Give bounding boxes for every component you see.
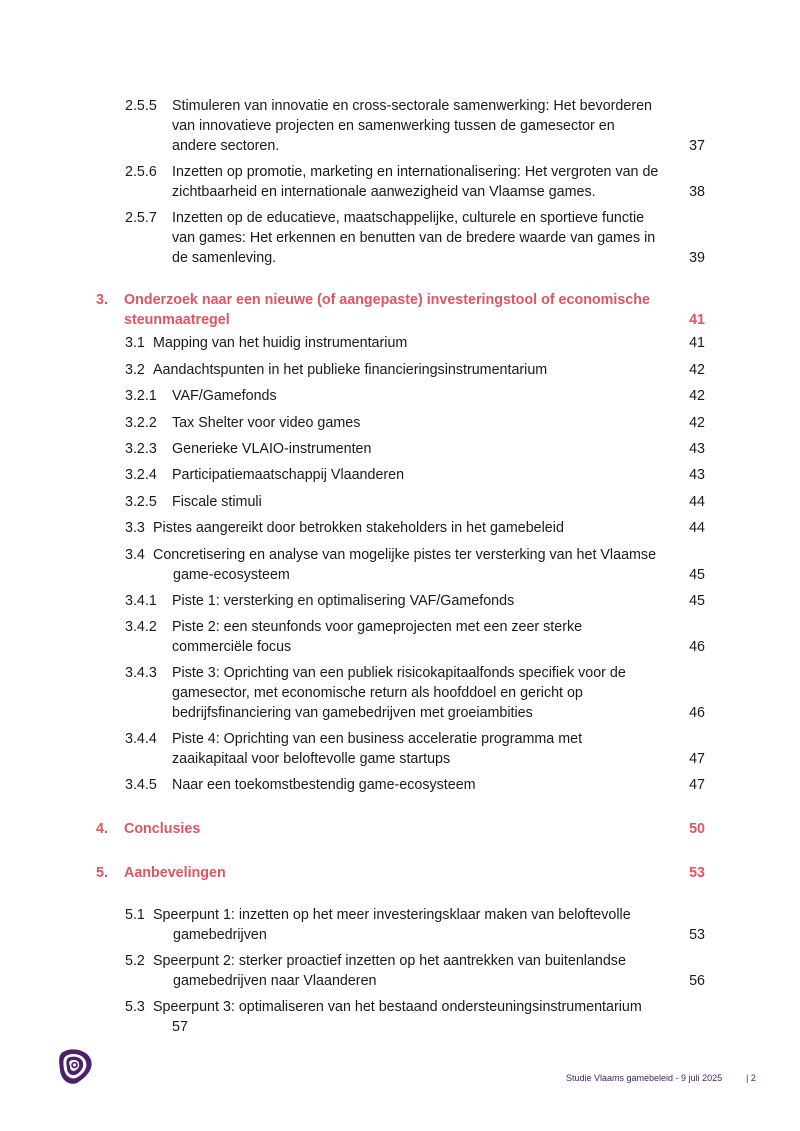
toc-entry-page: 38 [689, 184, 705, 200]
toc-entry-title: Onderzoek naar een nieuwe (of aangepaste) investeringstool of economische [124, 292, 650, 308]
toc-entry-title: bedrijfsfinanciering van gamebedrijven met groeiambities [172, 705, 533, 721]
toc-entry-page: 53 [689, 927, 705, 943]
toc-entry-page: 50 [689, 821, 705, 837]
toc-entry-title: Participatiemaatschappij Vlaanderen [172, 467, 405, 483]
toc-entry-number: 5. [96, 865, 108, 881]
toc-entry-page: 41 [689, 335, 705, 351]
toc-entry-number: 3.4.2 [125, 619, 157, 635]
toc-entry-title: gamebedrijven [173, 927, 267, 943]
toc-entry-title: de samenleving. [172, 250, 277, 266]
toc-entry-title: gamesector, met economische return als hoofddoel en gericht op [172, 685, 583, 701]
toc-entry-number: 3.2.2 [125, 415, 157, 431]
toc-entry[interactable] [125, 997, 705, 1037]
toc-entry[interactable] [125, 333, 705, 353]
toc-entry[interactable] [125, 729, 705, 769]
toc-entry-page: 46 [689, 639, 705, 655]
toc-entry-title: Mapping van het huidig instrumentarium [153, 335, 408, 351]
toc-entry[interactable] [125, 545, 705, 585]
toc-entry-title: Piste 1: versterking en optimalisering VAF/Gamefonds [172, 593, 515, 609]
toc-entry[interactable] [125, 617, 705, 657]
toc-entry-page: 37 [689, 138, 705, 154]
toc-entry-number: 5.1 [125, 907, 145, 923]
toc-entry-number: 2.5.7 [125, 210, 157, 226]
toc-entry-title: Concretisering en analyse van mogelijke pistes ter versterking van het Vlaamse [153, 547, 657, 563]
toc-entry[interactable] [125, 465, 705, 485]
toc-entry-title: van games: Het erkennen en benutten van de bredere waarde van games in [172, 230, 656, 246]
toc-entry-number: 5.2 [125, 953, 145, 969]
toc-entry-page: 43 [689, 441, 705, 457]
toc-entry-page: 46 [689, 705, 705, 721]
footer-page-number: | 2 [746, 1073, 756, 1083]
toc-entry-page: 45 [689, 567, 705, 583]
toc-entry-page: 53 [689, 865, 705, 881]
toc-entry-page: 57 [172, 1019, 188, 1035]
toc-entry-title: zaaikapitaal voor beloftevolle game startups [172, 751, 451, 767]
toc-entry-number: 3.2.4 [125, 467, 157, 483]
toc-entry-title: zichtbaarheid en internationale aanwezigheid van Vlaamse games. [172, 184, 596, 200]
toc-entry-page: 43 [689, 467, 705, 483]
toc-entry-number: 3.2.1 [125, 388, 157, 404]
toc-entry-number: 4. [96, 821, 108, 837]
toc-entry-number: 3.4.3 [125, 665, 157, 681]
toc-entry-page: 42 [689, 415, 705, 431]
toc-entry-title: Inzetten op de educatieve, maatschappelijke, culturele en sportieve functie [172, 210, 645, 226]
toc-entry-title: Speerpunt 1: inzetten op het meer investeringsklaar maken van beloftevolle [153, 907, 631, 923]
toc-entry-number: 3. [96, 292, 108, 308]
toc-entry-title: Pistes aangereikt door betrokken stakeholders in het gamebeleid [153, 520, 564, 536]
toc-entry[interactable] [125, 591, 705, 611]
toc-entry-number: 3.4.5 [125, 777, 157, 793]
toc-entry[interactable] [96, 290, 705, 330]
toc-entry-number: 3.4.1 [125, 593, 157, 609]
toc-entry-title: Speerpunt 3: optimaliseren van het bestaand ondersteuningsinstrumentarium [153, 999, 642, 1015]
toc-entry-title: Speerpunt 2: sterker proactief inzetten op het aantrekken van buitenlandse [153, 953, 626, 969]
toc-entry-title: andere sectoren. [172, 138, 280, 154]
toc-entry-page: 39 [689, 250, 705, 266]
toc-entry-title: Tax Shelter voor video games [172, 415, 361, 431]
toc-entry-title: game-ecosysteem [173, 567, 290, 583]
toc-entry-title: VAF/Gamefonds [172, 388, 277, 404]
toc-entry[interactable] [125, 208, 705, 268]
toc-entry[interactable] [125, 905, 705, 945]
toc-entry[interactable] [96, 863, 705, 883]
toc-entry-page: 47 [689, 751, 705, 767]
toc-entry[interactable] [125, 492, 705, 512]
toc-entry-page: 44 [689, 520, 705, 536]
toc-entry-title: Fiscale stimuli [172, 494, 262, 510]
toc-entry-number: 3.1 [125, 335, 145, 351]
toc-entry[interactable] [125, 775, 705, 795]
toc-entry-page: 41 [689, 312, 705, 328]
toc-entry-number: 5.3 [125, 999, 145, 1015]
toc-entry-number: 3.2 [125, 362, 145, 378]
toc-entry-page: 42 [689, 388, 705, 404]
toc-entry-title: gamebedrijven naar Vlaanderen [173, 973, 377, 989]
footer-title: Studie Vlaams gamebeleid - 9 juli 2025 [566, 1073, 723, 1083]
toc-entry-page: 47 [689, 777, 705, 793]
toc-entry[interactable] [125, 413, 705, 433]
toc-entry-title: Generieke VLAIO-instrumenten [172, 441, 372, 457]
toc-entry-page: 45 [689, 593, 705, 609]
toc-entry[interactable] [125, 439, 705, 459]
toc-entry-number: 2.5.6 [125, 164, 157, 180]
toc-entry-number: 3.4 [125, 547, 145, 563]
toc-entry-number: 3.3 [125, 520, 145, 536]
toc-entry-page: 42 [689, 362, 705, 378]
toc-entry-title: Conclusies [124, 821, 201, 837]
toc-entry-title: Piste 2: een steunfonds voor gameprojecten met een zeer sterke [172, 619, 583, 635]
concentric-rings-logo-icon [55, 1046, 95, 1086]
toc-entry-title: Piste 3: Oprichting van een publiek risicokapitaalfonds specifiek voor de [172, 665, 626, 681]
toc-entry[interactable] [125, 360, 705, 380]
toc-entry-number: 3.4.4 [125, 731, 157, 747]
toc-entry-title: Naar een toekomstbestendig game-ecosysteem [172, 777, 476, 793]
toc-entry-title: Aanbevelingen [124, 865, 226, 881]
toc-entry[interactable] [125, 951, 705, 991]
toc-entry-title: Aandachtspunten in het publieke financieringsinstrumentarium [153, 362, 548, 378]
toc-entry-title: Stimuleren van innovatie en cross-sectorale samenwerking: Het bevorderen [172, 98, 652, 114]
toc-entry-number: 3.2.3 [125, 441, 157, 457]
toc-entry-title: van innovatieve projecten en samenwerking tussen de gamesector en [172, 118, 615, 134]
toc-entry[interactable] [125, 162, 705, 202]
toc-entry-title: commerciële focus [172, 639, 292, 655]
toc-entry-page: 56 [689, 973, 705, 989]
toc-entry-number: 2.5.5 [125, 98, 157, 114]
toc-entry-title: Piste 4: Oprichting van een business acceleratie programma met [172, 731, 583, 747]
toc-entry-number: 3.2.5 [125, 494, 157, 510]
toc-entry[interactable] [125, 386, 705, 406]
toc-entry[interactable] [125, 518, 705, 538]
toc-entry[interactable] [125, 96, 705, 156]
toc-entry[interactable] [125, 663, 705, 723]
toc-entry-title: Inzetten op promotie, marketing en internationalisering: Het vergroten van de [172, 164, 659, 180]
toc-entry-title: steunmaatregel [124, 312, 230, 328]
toc-entry[interactable] [96, 819, 705, 839]
toc-entry-page: 44 [689, 494, 705, 510]
